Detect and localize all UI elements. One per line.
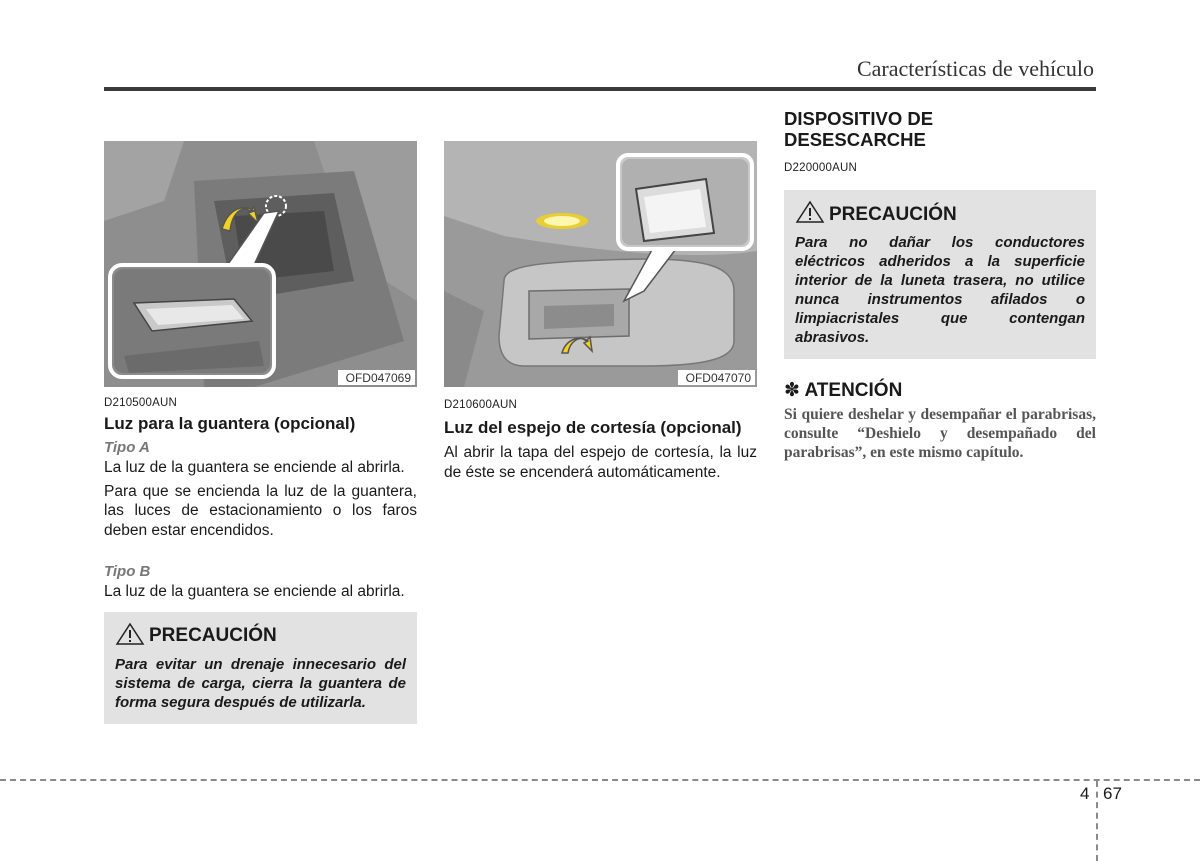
- paragraph-lights-required: Para que se encienda la luz de la guantera, las luces de estacionamiento o los faros deben estar encendidos.: [104, 482, 417, 539]
- caution-text: Para evitar un drenaje innecesario del sistema de carga, cierra la guantera de forma segura después de utilizarla.: [115, 655, 406, 711]
- column-vanity-mirror-light: [444, 141, 757, 486]
- vanity-mirror-drawing: [444, 141, 757, 387]
- paragraph-mirror-light: Al abrir la tapa del espejo de cortesía, la luz de éste se encenderá automáticamente.: [444, 444, 757, 481]
- section-title: Luz del espejo de cortesía (opcional): [444, 418, 742, 437]
- caution-box: [784, 190, 1096, 359]
- figure-code: OFD047069: [338, 370, 415, 385]
- column-glovebox-light: [104, 141, 417, 724]
- section-title: Luz para la guantera (opcional): [104, 414, 356, 433]
- warning-triangle-icon: [115, 622, 145, 651]
- subtitle-type-b: Tipo B: [104, 563, 151, 580]
- section-title: DISPOSITIVO DE DESESCARCHE: [784, 108, 934, 150]
- reference-code: D210600AUN: [444, 399, 517, 411]
- paragraph-type-b: La luz de la guantera se enciende al abrirla.: [104, 583, 405, 600]
- caution-title: PRECAUCIÓN: [829, 203, 957, 225]
- caution-text: Para no dañar los conductores eléctricos adheridos a la superficie interior de la luneta trasera, no utilice nunca instrumentos afilados o limpiacristales que contengan abrasivos.: [795, 234, 1085, 346]
- figure-code: OFD047070: [678, 370, 755, 385]
- column-defroster: [784, 108, 1096, 462]
- footer-dashed-divider: [1096, 781, 1098, 861]
- notice-text: Si quiere deshelar y desempañar el parabrisas, consulte “Deshielo y desempañado del parabrisas”, en este mismo capítulo.: [784, 406, 1096, 461]
- footer-dashed-rule: [0, 779, 1200, 781]
- page-number: 67: [1103, 784, 1122, 803]
- notice-title: ✽ ATENCIÓN: [784, 380, 903, 401]
- glovebox-illustration: [104, 141, 417, 387]
- caution-box: [104, 612, 417, 724]
- reference-code: D220000AUN: [784, 162, 857, 174]
- header-rule: [104, 87, 1096, 91]
- glovebox-drawing: [104, 141, 417, 387]
- subtitle-type-a: Tipo A: [104, 439, 150, 456]
- paragraph-type-a: La luz de la guantera se enciende al abrirla.: [104, 459, 405, 476]
- page-header-title: Características de vehículo: [856, 56, 1094, 81]
- caution-title: PRECAUCIÓN: [149, 625, 277, 646]
- reference-code: D210500AUN: [104, 397, 177, 409]
- vanity-mirror-illustration: [444, 141, 757, 387]
- chapter-number: 4: [1080, 784, 1090, 803]
- warning-triangle-icon: [795, 200, 825, 229]
